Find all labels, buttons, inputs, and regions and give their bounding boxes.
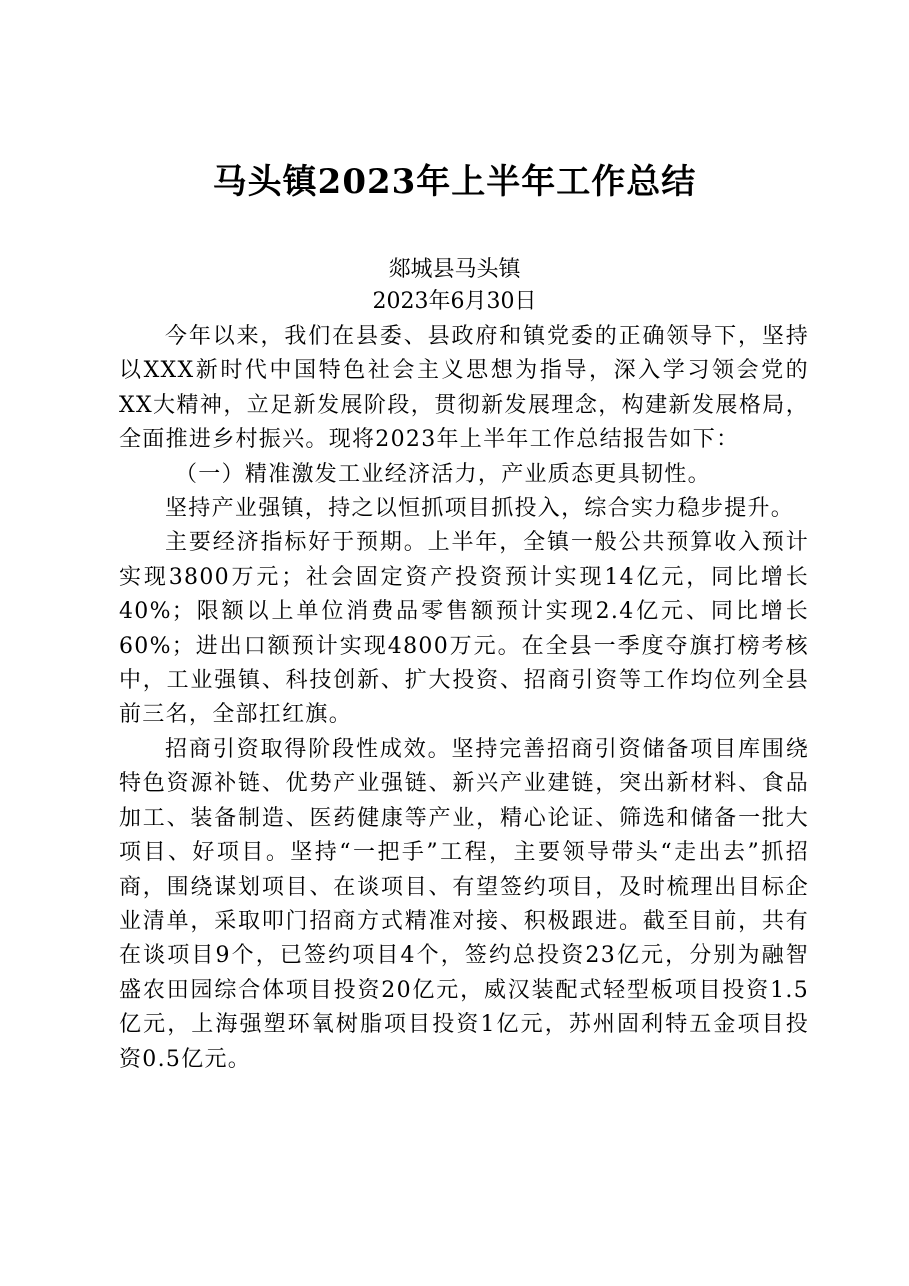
section-heading: （一）精准激发工业经济活力，产业质态更具韧性。 xyxy=(175,461,711,487)
document-author: 郯城县马头镇 xyxy=(388,257,521,282)
body-paragraph: 招商引资取得阶段性成效。坚持完善招商引资储备项目库围绕特色资源补链、优势产业强链、新兴产业建链，突出新材料、食品加工、装备制造、医药健康等产业，精心论证、筛选和储备一批大项目、好项目。坚持“一把手”工程，主要领导带头“走出去”抓招商，围绕谋划项目、在谈项目、有望签约项目，及时梳理出目标企业清单，采取叩门招商方式精准对接、积极跟进。截至目前，共有在谈项目9个，已签约项目4个，签约总投资23亿元，分别为融智盛农田园综合体项目投资20亿元，威汉装配式轻型板项目投资1.5亿元，上海强塑环氧树脂项目投资1亿元，苏州固利特五金项目投资0.5亿元。 xyxy=(119,736,809,1072)
document-body xyxy=(119,320,809,1077)
body-paragraph: 主要经济指标好于预期。上半年，全镇一般公共预算收入预计实现3800万元；社会固定资产投资预计实现14亿元，同比增长40%；限额以上单位消费品零售额预计实现2.4亿元、同比增长60%；进出口额预计实现4800万元。在全县一季度夺旗打榜考核中，工业强镇、科技创新、扩大投资、招商引资等工作均位列全县前三名，全部扛红旗。 xyxy=(119,530,809,728)
document-title: 马头镇2023年上半年工作总结 xyxy=(212,162,697,202)
body-paragraph: 坚持产业强镇，持之以恒抓项目抓投入，综合实力稳步提升。 xyxy=(165,496,795,522)
document-date: 2023年6月30日 xyxy=(372,289,537,314)
intro-paragraph: 今年以来，我们在县委、县政府和镇党委的正确领导下，坚持以XXX新时代中国特色社会主义思想为指导，深入学习领会党的XX大精神，立足新发展阶段，贯彻新发展理念，构建新发展格局，全面推进乡村振兴。现将2023年上半年工作总结报告如下： xyxy=(119,324,809,453)
